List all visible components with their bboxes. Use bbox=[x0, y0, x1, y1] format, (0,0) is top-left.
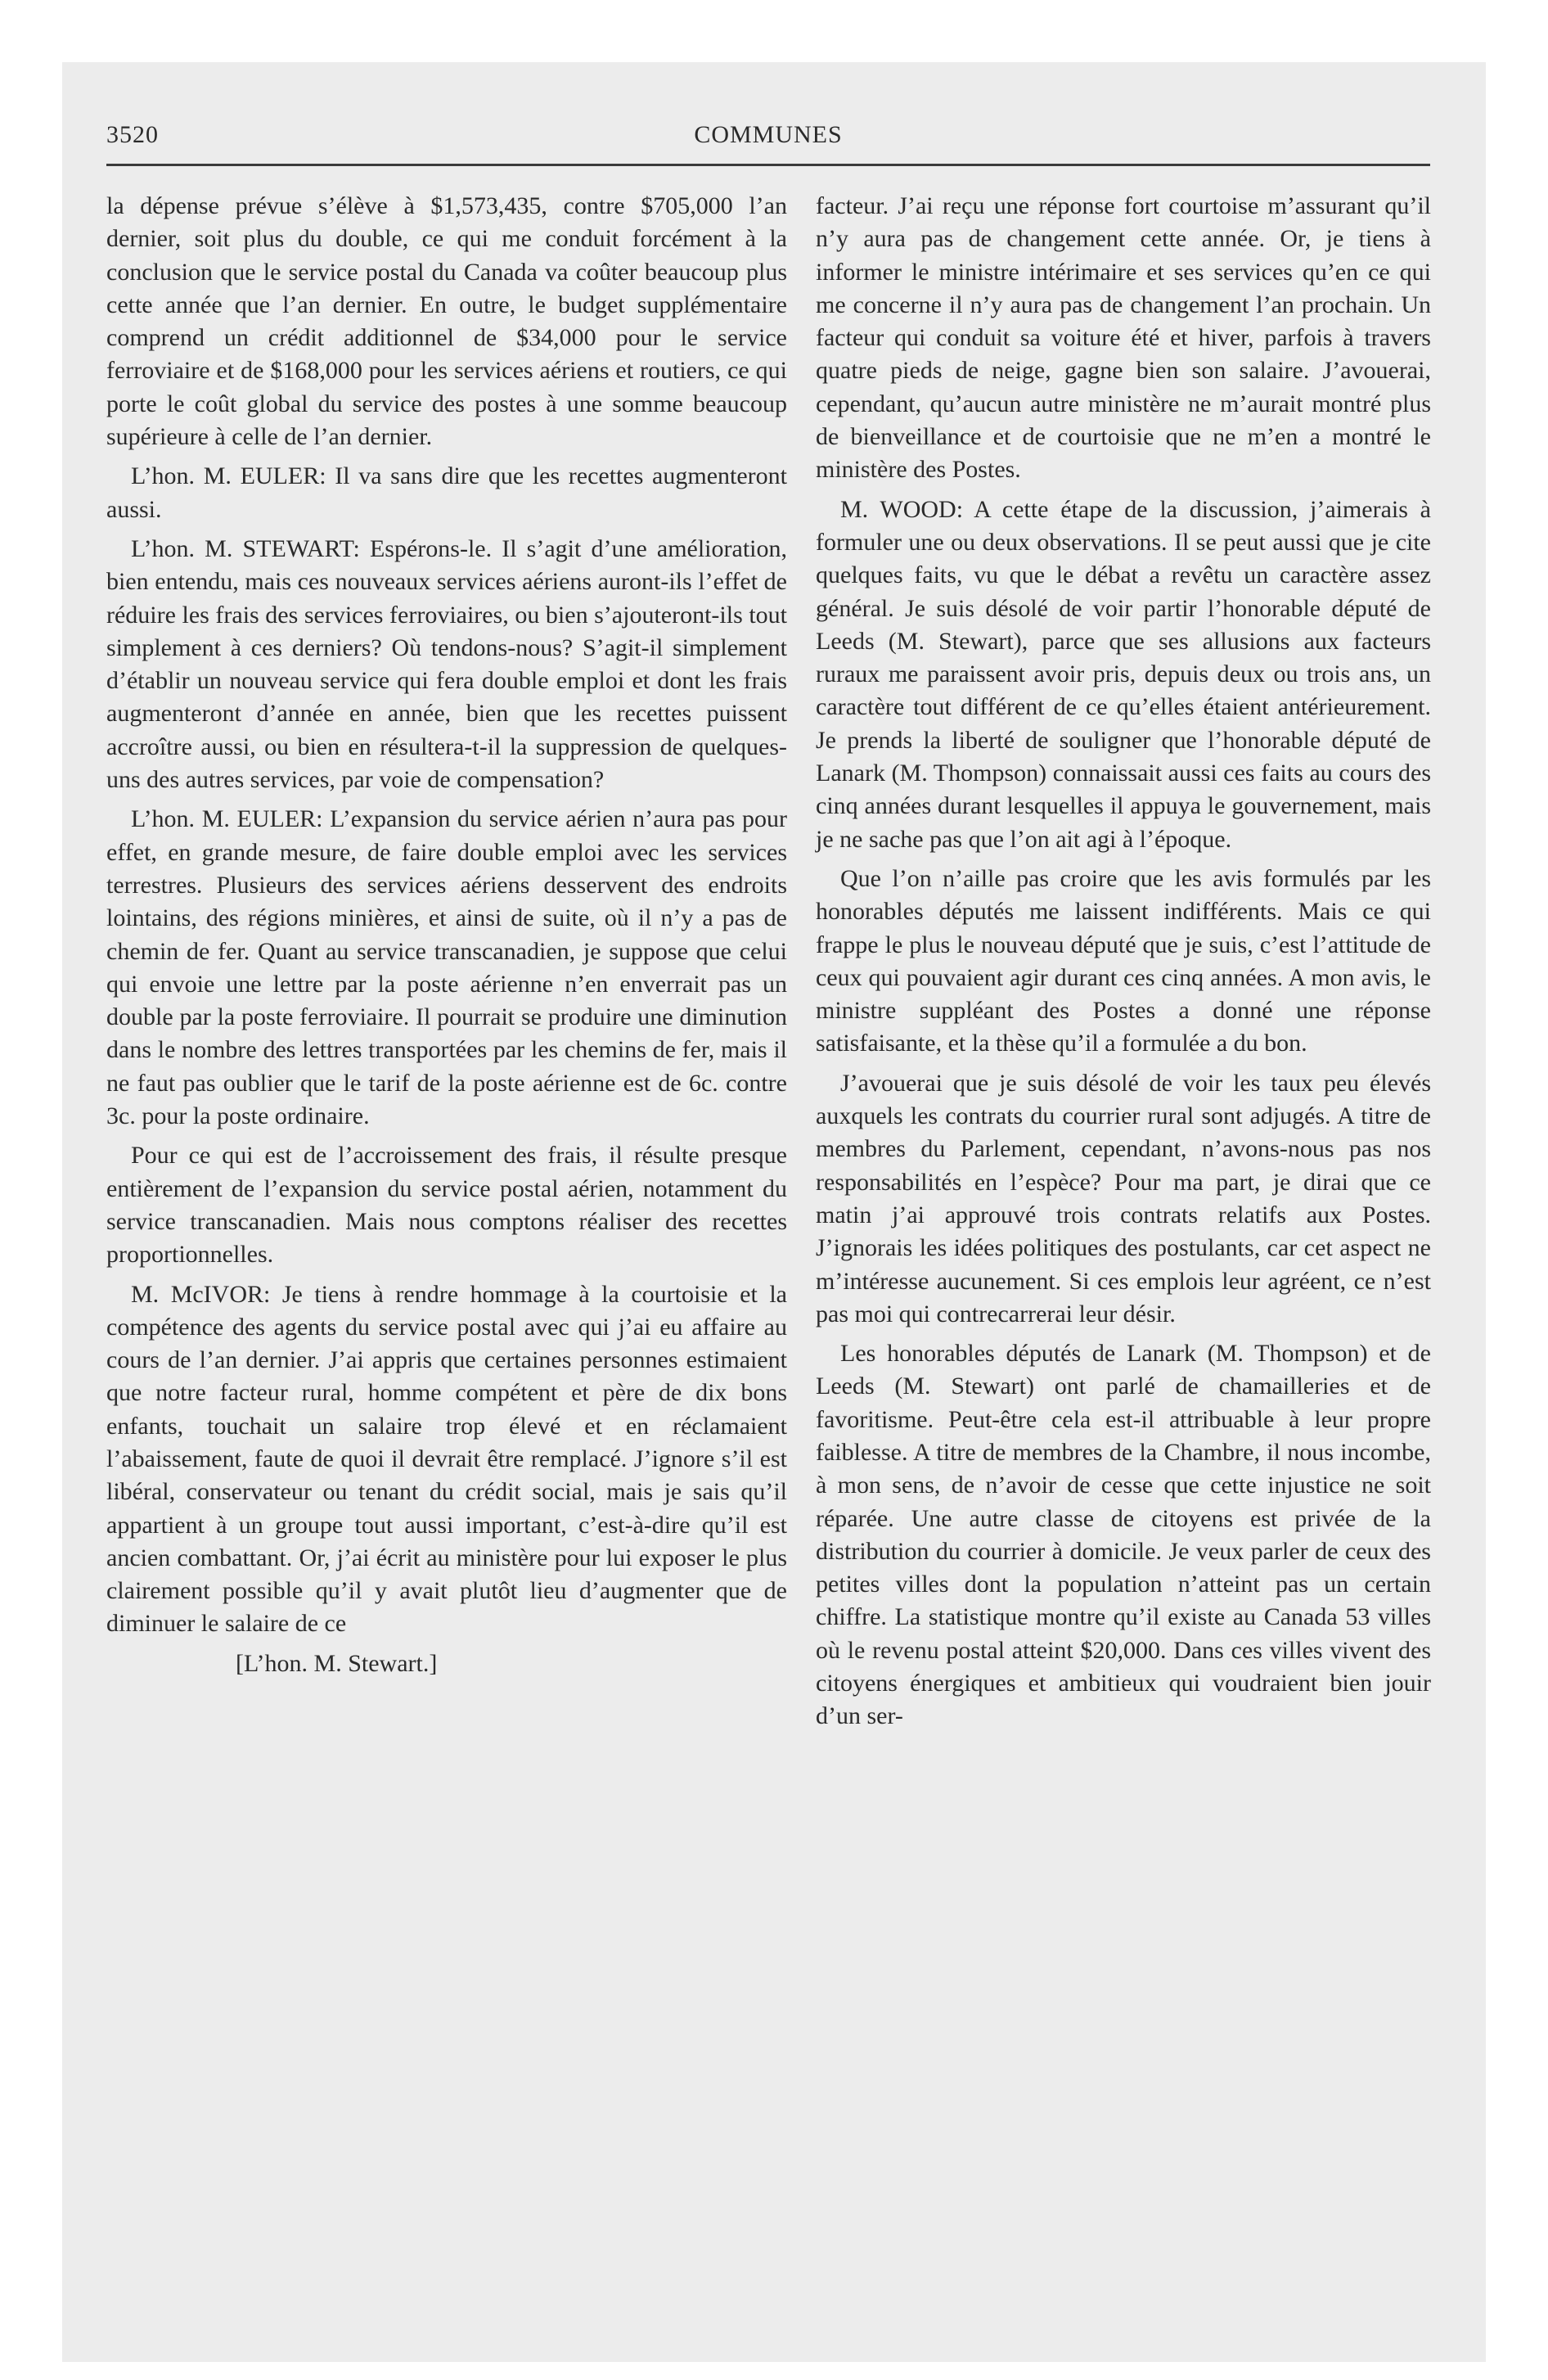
paragraph: Pour ce qui est de l’accroissement des frais, il résulte presque entièrement de l’expansion du service postal aérien, notamment du service transcanadien. Mais nous comptons réaliser des recettes proportionnelles. bbox=[106, 1142, 787, 1269]
paragraph: L’hon. M. EULER: L’expansion du service aérien n’aura pas pour effet, en grande mesure, de faire double emploi avec les services terrestres. Plusieurs des services aériens desservent des endroits lointains, des régions minières, et ainsi de suite, où il n’y a pas de chemin de fer. Quant au service transcanadien, je suppose que celui qui envoie une lettre par la poste aérienne n’en enverrait pas un double par la poste ferroviaire. Il pourrait se produire une diminution dans le nombre des lettres transportées par les chemins de fer, mais il ne faut pas oublier que le tarif de la poste aérienne est de 6c. contre 3c. pour la poste ordinaire. bbox=[106, 805, 787, 1130]
paragraph: M. WOOD: A cette étape de la discussion, j’aimerais à formuler une ou deux observations. Il se peut aussi que je cite quelques faits, vu que le débat a revêtu un caractère assez général. Je suis désolé de voir partir l’honorable député de Leeds (M. Stewart), parce que ses allusions aux facteurs ruraux me paraissent avoir pris, depuis deux ou trois ans, un caractère tout différent de ce qu’elles étaient antérieurement. Je prends la liberté de souligner que l’honorable député de Lanark (M. Thompson) connaissait aussi ces faits au cours des cinq années durant lesquelles il appuya le gouvernement, mais je ne sache pas que l’on ait agi à l’époque. bbox=[816, 495, 1431, 853]
paragraph: J’avouerai que je suis désolé de voir les taux peu élevés auxquels les contrats du courrier rural sont adjugés. A titre de membres du Parlement, cependant, n’avons-nous pas nos responsabilités en l’espèce? Pour ma part, je dirai que ce matin j’ai approuvé trois contrats relatifs aux Postes. J’ignorais les idées politiques des postulants, car cet aspect ne m’intéresse aucunement. Si ces emplois leur agréent, ce n’est pas moi qui contrecarrerai leur désir. bbox=[816, 1069, 1431, 1327]
left-column bbox=[106, 190, 787, 1687]
running-title: COMMUNES bbox=[694, 121, 843, 148]
page-header bbox=[106, 121, 1430, 154]
speaker-signature: [L’hon. M. Stewart.] bbox=[236, 1649, 438, 1677]
paragraph: Que l’on n’aille pas croire que les avis formulés par les honorables députés me laissent indifférents. Mais ce qui frappe le plus le nouveau député que je suis, c’est l’attitude de ceux qui pouvaient agir durant ces cinq années. A mon avis, le ministre suppléant des Postes a donné une réponse satisfaisante, et la thèse qu’il a formulée a du bon. bbox=[816, 864, 1431, 1057]
paragraph: la dépense prévue s’élève à $1,573,435, contre $705,000 l’an dernier, soit plus du double, ce qui me conduit forcément à la conclusion que le service postal du Canada va coûter beaucoup plus cette année que l’an dernier. En outre, le budget supplémentaire comprend un crédit additionnel de $34,000 pour le service ferroviaire et de $168,000 pour les services aériens et routiers, ce qui porte le coût global du service des postes à une somme beaucoup supérieure à celle de l’an dernier. bbox=[106, 192, 787, 451]
header-rule bbox=[106, 164, 1430, 166]
paragraph: L’hon. M. STEWART: Espérons-le. Il s’agit d’une amélioration, bien entendu, mais ces nouveaux services aériens auront-ils l’effet de réduire les frais des services ferroviaires, ou bien s’ajouteront-ils tout simplement à ces derniers? Où tendons-nous? S’agit-il simplement d’établir un nouveau service qui fera double emploi et dont les frais augmenteront d’année en année, bien que les recettes puissent accroître aussi, ou bien en résultera-t-il la suppression de quelques-uns des autres services, par voie de compensation? bbox=[106, 534, 787, 794]
paragraph: L’hon. M. EULER: Il va sans dire que les recettes augmenteront aussi. bbox=[106, 462, 787, 523]
page-number: 3520 bbox=[106, 121, 159, 148]
paragraph: Les honorables députés de Lanark (M. Thompson) et de Leeds (M. Stewart) ont parlé de chamailleries et de favoritisme. Peut-être cela est-il attribuable à leur propre faiblesse. A titre de membres de la Chambre, il nous incombe, à mon sens, de n’avoir de cesse que cette injustice ne soit réparée. Une autre classe de citoyens est privée de la distribution du courrier à domicile. Je veux parler de ceux des petites villes dont la population n’atteint pas un certain chiffre. La statistique montre qu’il existe au Canada 53 villes où le revenu postal atteint $20,000. Dans ces villes vivent des citoyens énergiques et ambitieux qui voudraient bien jouir d’un ser- bbox=[816, 1340, 1431, 1730]
paragraph: M. McIVOR: Je tiens à rendre hommage à la courtoisie et la compétence des agents du service postal avec qui j’ai eu affaire au cours de l’an dernier. J’ai appris que certaines personnes estimaient que notre facteur rural, homme compétent et père de dix bons enfants, touchait un salaire trop élevé et en réclamaient l’abaissement, faute de quoi il devrait être remplacé. J’ignore s’il est libéral, conservateur ou tenant du crédit social, mais je sais qu’il appartient à un groupe tout aussi important, c’est-à-dire qu’il est ancien combattant. Or, j’ai écrit au ministère pour lui exposer le plus clairement possible qu’il y avait plutôt lieu d’augmenter que de diminuer le salaire de ce bbox=[106, 1280, 787, 1638]
right-column bbox=[816, 190, 1431, 1740]
paragraph: facteur. J’ai reçu une réponse fort courtoise m’assurant qu’il n’y aura pas de changement cette année. Or, je tiens à informer le ministre intérimaire et ses services qu’en ce qui me concerne il n’y aura pas de changement l’an prochain. Un facteur qui conduit sa voiture été et hiver, parfois à travers quatre pieds de neige, gagne bien son salaire. J’avouerai, cependant, qu’aucun autre ministère ne m’aurait montré plus de bienveillance et de courtoisie que ne m’en a montré le ministère des Postes. bbox=[816, 192, 1431, 484]
